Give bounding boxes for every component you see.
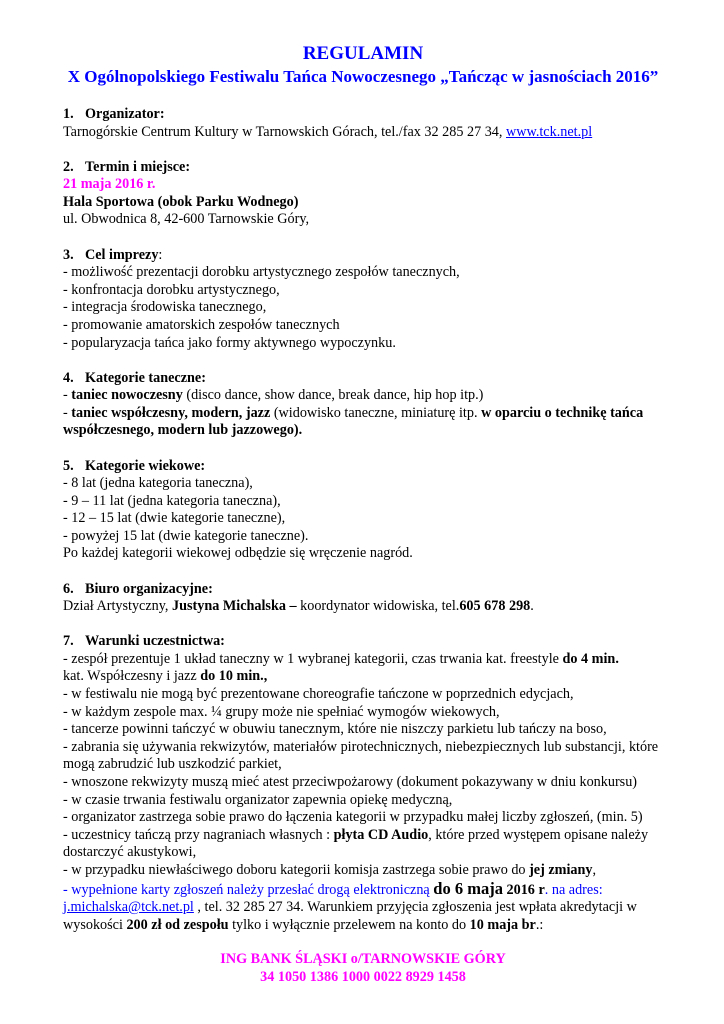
list-item: - tancerze powinni tańczyć w obuwiu tanecznym, które nie niszczy parkietu lub tańczy na boso, — [63, 721, 607, 738]
website-link[interactable]: www.tck.net.pl — [506, 123, 593, 140]
list-item: - możliwość prezentacji dorobku artystycznego zespołów tanecznych, — [63, 264, 460, 281]
doc-subtitle: X Ogólnopolskiego Festiwalu Tańca Nowoczesnego „Tańcząc w jasnościach 2016” — [67, 67, 659, 86]
section-conditions — [63, 633, 663, 934]
section-heading: 2. Termin i miejsce: — [63, 158, 191, 175]
section-date-place — [63, 159, 663, 229]
list-item: - popularyzacja tańca jako formy aktywnego wypoczynku. — [63, 334, 396, 351]
section-heading: 4. Kategorie taneczne: — [63, 369, 206, 386]
age-note: Po każdej kategorii wiekowej odbędzie się wręczenie nagród. — [63, 545, 413, 562]
list-item: - zespół prezentuje 1 układ taneczny w 1 wybranej kategorii, czas trwania kat. freestyle do 4 min. — [63, 650, 619, 667]
event-date: 21 maja 2016 r. — [63, 176, 156, 193]
bank-name: ING BANK ŚLĄSKI o/TARNOWSKIE GÓRY — [220, 951, 506, 968]
section-heading: 7. Warunki uczestnictwa: — [63, 633, 225, 650]
list-item: - organizator zastrzega sobie prawo do łączenia kategorii w przypadku małej liczby zgłoszeń, (min. 5) — [63, 809, 643, 826]
list-item: - taniec współczesny, modern, jazz (widowisko taneczne, miniaturę itp. w oparciu o technikę tańca współczesnego, modern lub jazzowego). — [63, 404, 644, 439]
list-item: - taniec nowoczesny (disco dance, show dance, break dance, hip hop itp.) — [63, 387, 484, 404]
list-item: - w czasie trwania festiwalu organizator zapewnia opiekę medyczną, — [63, 791, 453, 808]
list-item: - wnoszone rekwizyty muszą mieć atest przeciwpożarowy (dokument pokazywany w dniu konkursu) — [63, 774, 638, 790]
office-contact: Dział Artystyczny, Justyna Michalska – koordynator widowiska, tel.605 678 298. — [63, 598, 534, 615]
list-item: - konfrontacja dorobku artystycznego, — [63, 281, 280, 298]
list-item: - 9 – 11 lat (jedna kategoria taneczna), — [63, 492, 281, 509]
list-item: - wypełnione karty zgłoszeń należy przesłać drogą elektroniczną do 6 maja 2016 r. na adres: j.michalska@tck.net.pl , tel. 32 285 27 34. Warunkiem przyjęcia zgłoszenia jest wpłata akredytacji w wysokości 200 zł od zespołu tylko i wyłącznie przelewem na konto do 10 maja br.: — [63, 878, 637, 933]
section-heading: 3. Cel imprezy: — [63, 246, 163, 263]
list-item: - w każdym zespole max. ¼ grupy może nie spełniać wymogów wiekowych, — [63, 703, 500, 720]
list-item: - w przypadku niewłaściwego doboru kategorii komisja zastrzega sobie prawo do jej zmiany, — [63, 861, 597, 878]
organizer-text: Tarnogórskie Centrum Kultury w Tarnowskich Górach, tel./fax 32 285 27 34, www.tck.net.pl — [63, 123, 593, 140]
section-office — [63, 581, 663, 616]
bank-account: 34 1050 1386 1000 0022 8929 1458 — [260, 968, 466, 985]
email-link[interactable]: j.michalska@tck.net.pl — [63, 899, 194, 916]
section-goals — [63, 247, 663, 353]
list-item: - powyżej 15 lat (dwie kategorie taneczne). — [63, 527, 309, 544]
list-item: - 8 lat (jedna kategoria taneczna), — [63, 475, 253, 492]
venue-address: ul. Obwodnica 8, 42-600 Tarnowskie Góry, — [63, 211, 310, 228]
list-item: - zabrania się używania rekwizytów, materiałów pirotechnicznych, niebezpiecznych lub substancji, które mogą zabrudzić lub uszkodzić parkiet, — [63, 738, 659, 773]
section-heading: 6. Biuro organizacyjne: — [63, 580, 213, 597]
section-heading: 1. Organizator: — [63, 106, 165, 122]
list-item: - uczestnicy tańczą przy nagraniach własnych : płyta CD Audio, które przed występem opisane należy dostarczyć akustykowi, — [63, 826, 649, 861]
list-item: kat. Współczesny i jazz do 10 min., — [63, 668, 268, 685]
list-item: - promowanie amatorskich zespołów tanecznych — [63, 316, 340, 333]
list-item: - integracja środowiska tanecznego, — [63, 299, 267, 316]
bank-info — [63, 951, 663, 986]
section-heading: 5. Kategorie wiekowe: — [63, 457, 206, 474]
section-organizer — [63, 106, 663, 141]
document-page — [63, 40, 663, 987]
list-item: - 12 – 15 lat (dwie kategorie taneczne), — [63, 510, 286, 527]
venue-name: Hala Sportowa (obok Parku Wodnego) — [63, 193, 299, 210]
section-dance-categories — [63, 370, 663, 440]
section-age-categories — [63, 458, 663, 564]
list-item: - w festiwalu nie mogą być prezentowane choreografie tańczone w poprzednich edycjach, — [63, 686, 574, 703]
doc-title: REGULAMIN — [302, 43, 424, 64]
